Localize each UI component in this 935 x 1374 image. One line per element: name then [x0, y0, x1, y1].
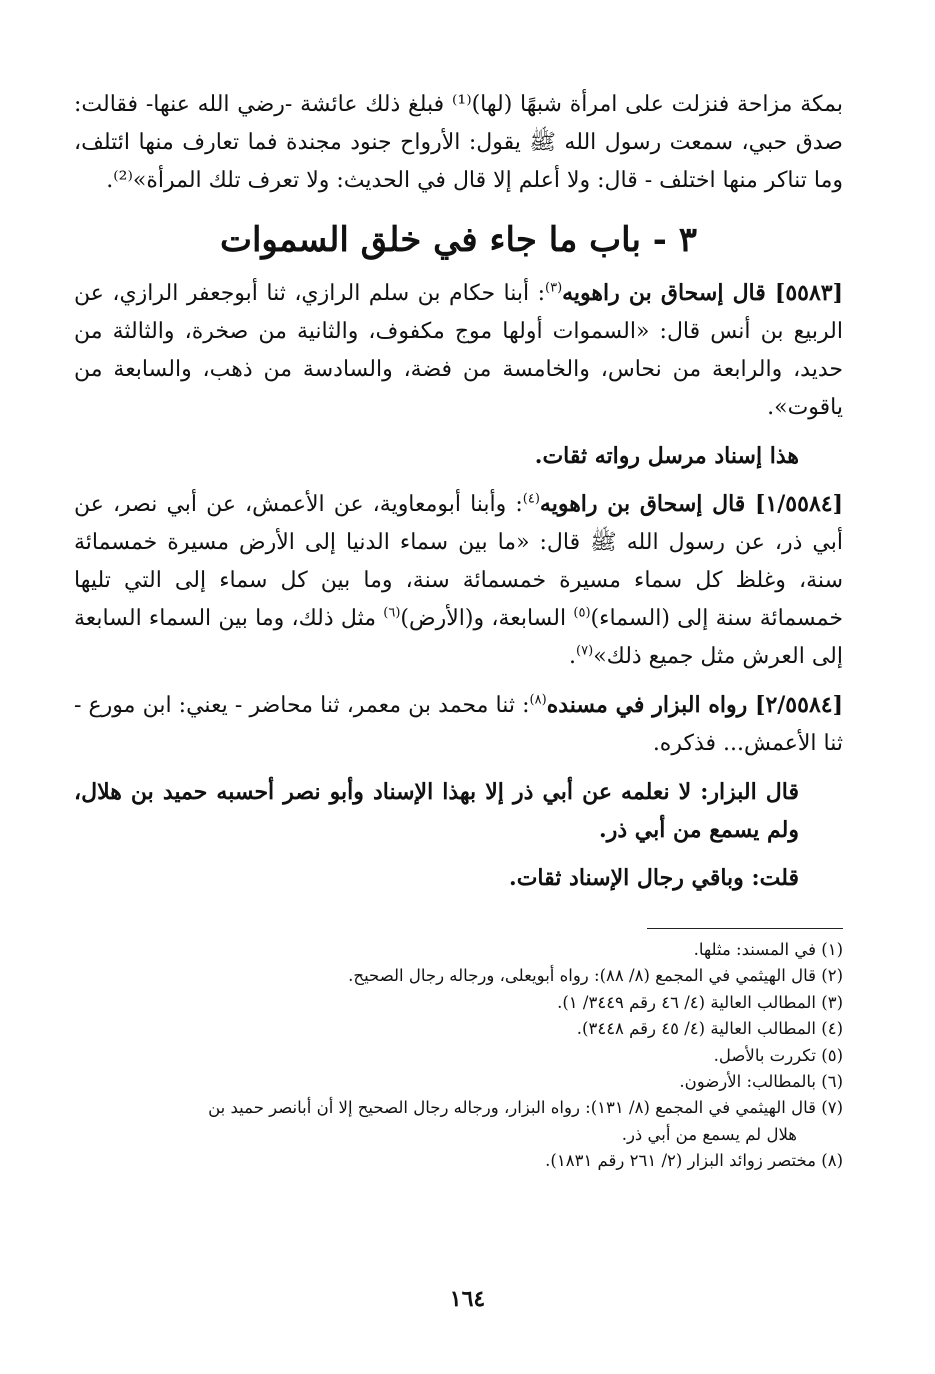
hadith-5584-2-lead: [٢/٥٥٨٤] رواه البزار في مسنده: [546, 692, 843, 718]
qultu-note: [74, 859, 843, 898]
hadith-5583-lead: [٥٥٨٣] قال إسحاق بن راهويه: [562, 280, 844, 306]
chapter-heading: ٣ - باب ما جاء في خلق السموات: [219, 220, 698, 260]
footnote-ref-4: (٤): [522, 491, 540, 507]
footnote-2: (٢) قال الهيثمي في المجمع (٨/ ٨٨): رواه أبويعلى، ورجاله رجال الصحيح.: [348, 966, 843, 986]
footnote-4: (٤) المطالب العالية (٤/ ٤٥ رقم ٣٤٤٨).: [576, 1019, 843, 1039]
footnotes-list: [74, 937, 843, 1175]
hadith-5583: [74, 274, 843, 427]
hadith-5583-text: : أبنا حكام بن سلم الرازي، ثنا أبوجعفر الرازي، عن الربيع بن أنس قال: «السموات أولها موج مكفوف، والثانية من صخرة، والثالثة من حديد، والرابعة من نحاس، والخامسة من فضة، والسادسة من ذهب، والسابعة من ياقوت».: [74, 281, 843, 420]
footnote-6: (٦) بالمطالب: الأرضون.: [679, 1072, 843, 1092]
grade-5583: هذا إسناد مرسل رواته ثقات.: [534, 443, 799, 469]
hadith-5584-1-text-b: السابعة، و(الأرض): [400, 606, 574, 631]
hadith-5584-2-text: : ثنا محمد بن معمر، ثنا محاضر - يعني: ابن مورع - ثنا الأعمش... فذكره.: [74, 693, 843, 756]
footnote-1: (١) في المسند: مثلها.: [693, 940, 843, 959]
footnote-ref-7: (٧): [576, 643, 594, 659]
page-number: ١٦٤: [449, 1286, 486, 1312]
hadith-5584-2: [74, 686, 843, 763]
footnote-7: (٧) قال الهيثمي في المجمع (٨/ ١٣١): رواه البزار، ورجاله رجال الصحيح إلا أن أبانصر حميد بن: [208, 1098, 843, 1118]
footnote-8: (٨) مختصر زوائد البزار (٢/ ٢٦١ رقم ١٨٣١).: [545, 1151, 843, 1171]
hadith-5584-1-text-a: : وأبنا أبومعاوية، عن الأعمش، عن أبي نصر، عن أبي ذر، عن رسول الله ﷺ قال: «ما بين سماء الدنيا إلى الأرض مسيرة خمسمائة سنة، وغلظ كل سماء مسيرة خمسمائة سنة، وما بين كل سماء إلى التي تليها خمسمائة سنة إلى (السماء): [74, 492, 843, 631]
bazzar-note: قال البزار: لا نعلمه عن أبي ذر إلا بهذا الإسناد وأبو نصر أحسبه حميد بن هلال، ولم يسمع من أبي ذر.: [74, 779, 799, 843]
footnote-ref-8: (٨): [529, 692, 547, 708]
qultu-text: وباقي رجال الإسناد ثقات.: [509, 865, 752, 891]
hadith-5584-1: [74, 485, 843, 676]
footnote-5: (٥) تكررت بالأصل.: [713, 1045, 843, 1065]
footnote-ref-5: (٥): [573, 605, 591, 621]
intro-text: بمكة مزاحة فنزلت على امرأة شبهًا (لها)⁽¹⁾ فبلغ ذلك عائشة -رضي الله عنها- فقالت: صدق حبي، سمعت رسول الله ﷺ يقول: الأرواح جنود مجندة فما تعارف منها ائتلف، وما تناكر منها اختلف - قال: ولا أعلم إلا قال في الحديث: ولا تعرف تلك المرأة»⁽²⁾.: [74, 92, 844, 193]
footnote-3: (٣) المطالب العالية (٤/ ٤٦ رقم ٣٤٤٩/ ١).: [557, 992, 843, 1012]
footnote-divider: [647, 928, 843, 929]
hadith-5584-1-text-c: مثل ذلك، وما بين السماء السابعة إلى العرش مثل جميع ذلك»: [74, 606, 843, 669]
intro-paragraph: [74, 86, 843, 200]
footnote-7-continuation: هلال لم يسمع من أبي ذر.: [621, 1124, 797, 1144]
qultu-lead: قلت:: [751, 865, 799, 891]
footnote-ref-3: (٣): [545, 280, 563, 296]
footnote-ref-6: (٦): [383, 605, 401, 621]
hadith-5584-1-lead: [١/٥٥٨٤] قال إسحاق بن راهويه: [539, 491, 843, 517]
hadith-5584-1-text-d: .: [569, 644, 577, 669]
